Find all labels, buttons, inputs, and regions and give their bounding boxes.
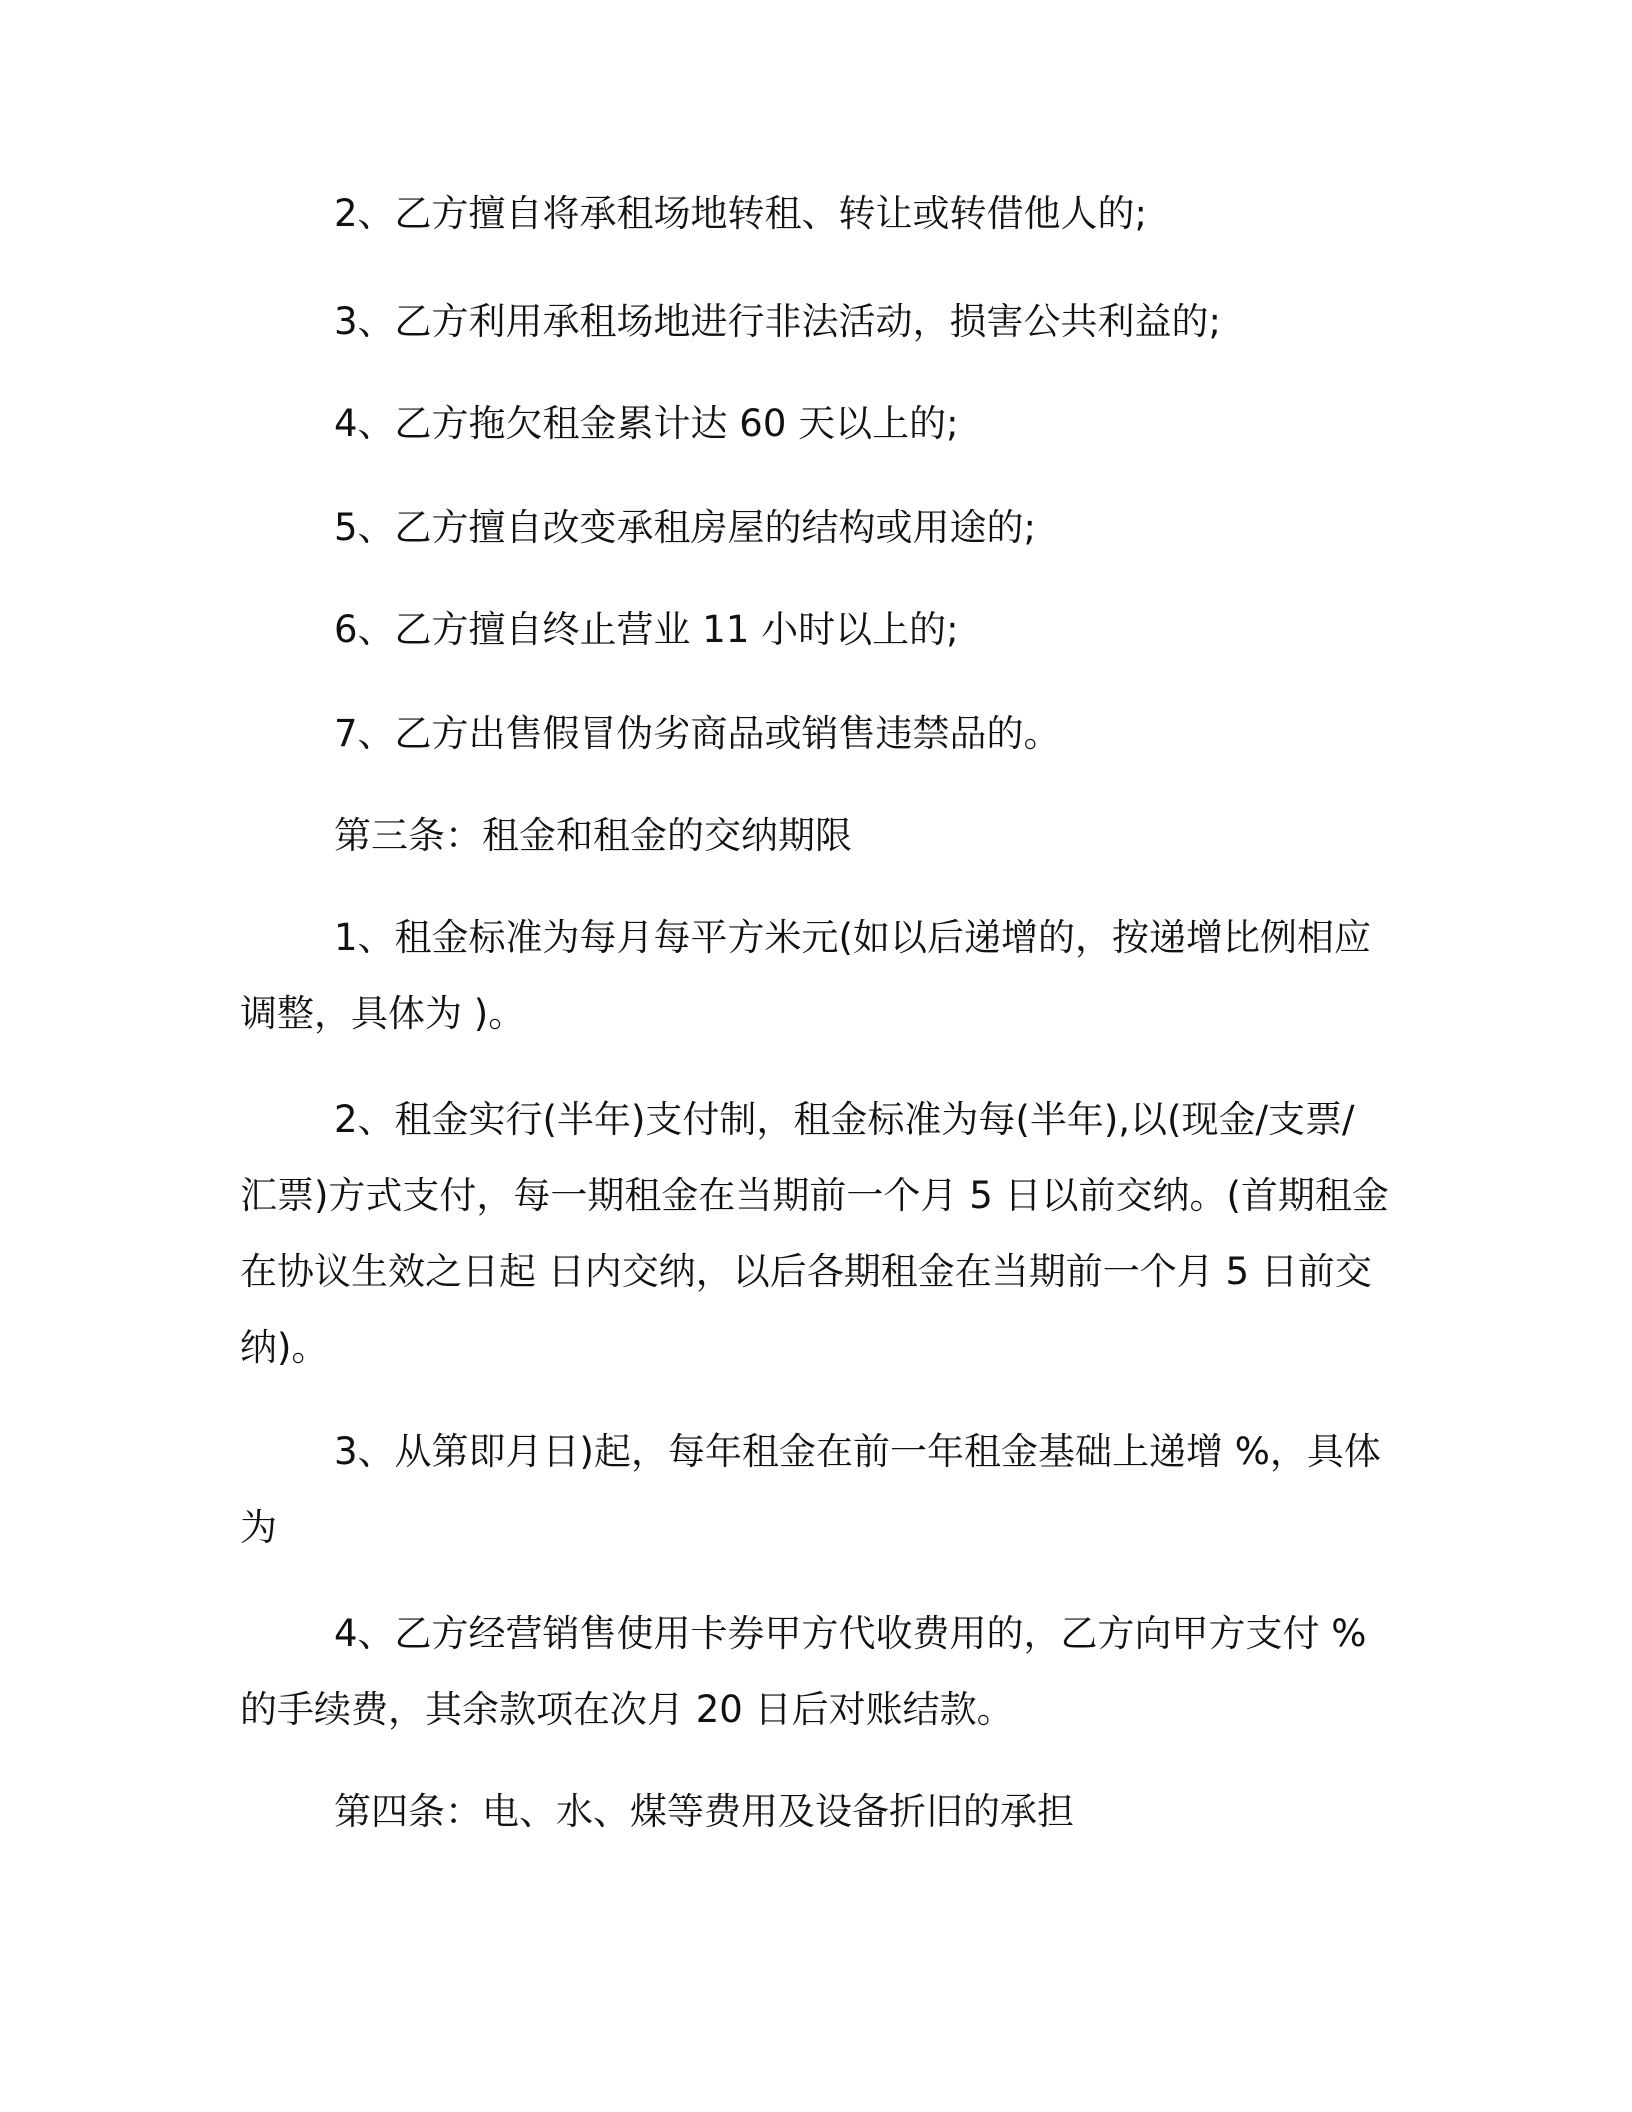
clause-item-7: 7、乙方出售假冒伪劣商品或销售违禁品的。	[334, 712, 1061, 755]
clause-item-6: 6、乙方擅自终止营业 11 小时以上的;	[334, 608, 959, 651]
clause-item-2: 2、乙方擅自将承租场地转租、转让或转借他人的;	[334, 192, 1148, 235]
clause-item-4: 4、乙方拖欠租金累计达 60 天以上的;	[334, 402, 959, 445]
rent-item-3: 3、从第即月日)起，每年租金在前一年租金基础上递增 %，具体为	[240, 1430, 1381, 1549]
clause-item-3: 3、乙方利用承租场地进行非法活动，损害公共利益的;	[334, 300, 1222, 343]
rent-item-1: 1、租金标准为每月每平方米元(如以后递增的，按递增比例相应调整，具体为 )。	[240, 916, 1371, 1035]
rent-item-4: 4、乙方经营销售使用卡券甲方代收费用的，乙方向甲方支付 %的手续费，其余款项在次月 20 日后对账结款。	[240, 1612, 1367, 1731]
section-heading-article-3: 第三条：租金和租金的交纳期限	[334, 814, 852, 857]
clause-item-5: 5、乙方擅自改变承租房屋的结构或用途的;	[334, 506, 1037, 549]
rent-item-2: 2、租金实行(半年)支付制，租金标准为每(半年),以(现金/支票/汇票)方式支付，每一期租金在当期前一个月 5 日以前交纳。(首期租金在协议生效之日起 日内交纳，以后各期租金在当期前一个月 5 日前交纳)。	[240, 1098, 1389, 1369]
section-heading-article-4: 第四条：电、水、煤等费用及设备折旧的承担	[334, 1790, 1074, 1833]
